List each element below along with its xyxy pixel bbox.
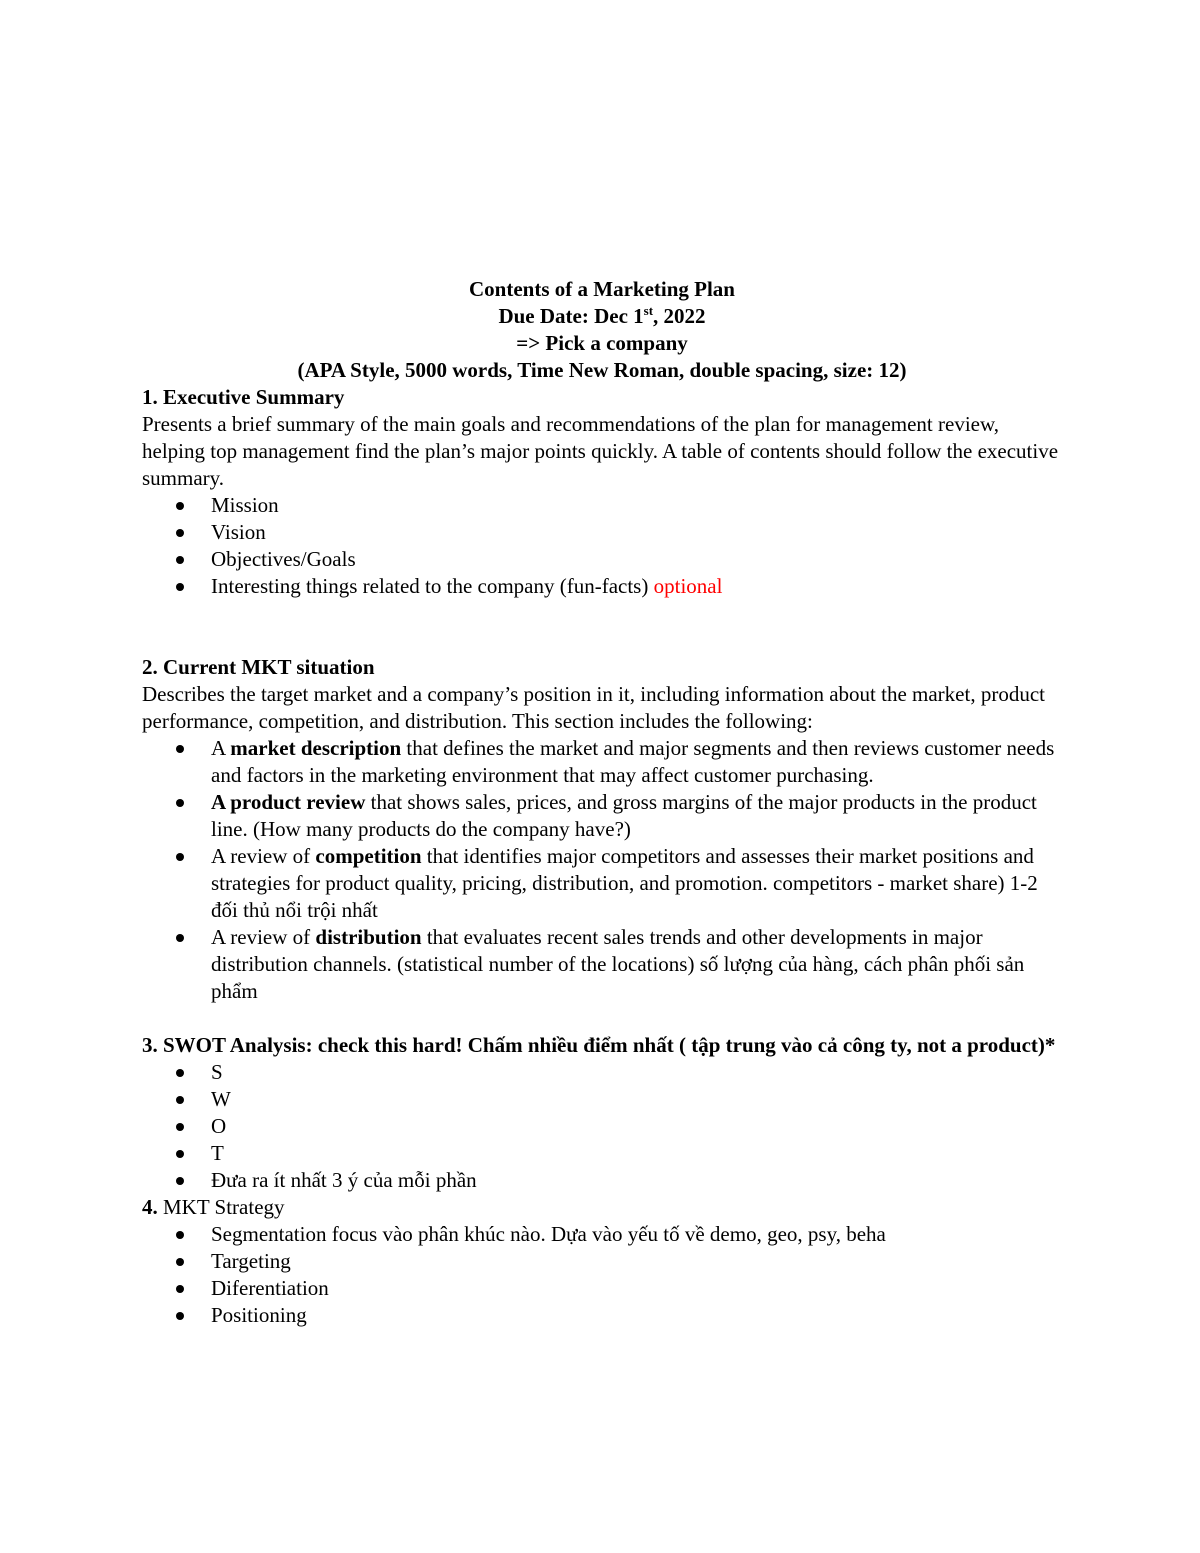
- list-item: T: [211, 1140, 1062, 1167]
- item-text: that defines the market and major segments and then reviews customer needs and factors in the marketing environment that may affect customer purchasing.: [211, 736, 1055, 787]
- item-text: A review of: [211, 925, 316, 949]
- pick-company-note: => Pick a company: [516, 331, 688, 355]
- list-item: S: [211, 1059, 1062, 1086]
- section-4-list: [142, 1221, 1062, 1329]
- list-item: [211, 789, 1062, 843]
- list-item: Diferentiation: [211, 1275, 1062, 1302]
- due-date: [142, 303, 1062, 330]
- spacer: [142, 1005, 1062, 1032]
- item-text: that evaluates recent sales trends and other developments in major distribution channels. (statistical number of the locations) số lượng của hàng, cách phân phối sản phẩm: [211, 925, 1025, 1003]
- item-bold-term: A product review: [211, 790, 366, 814]
- list-item: O: [211, 1113, 1062, 1140]
- fun-facts-text: Interesting things related to the company (fun-facts): [211, 574, 654, 598]
- section-1-heading: 1. Executive Summary: [142, 385, 345, 409]
- list-item: Vision: [211, 519, 1062, 546]
- list-item: Objectives/Goals: [211, 546, 1062, 573]
- item-bold-term: competition: [315, 844, 422, 868]
- list-item: [211, 573, 1062, 600]
- list-item: Positioning: [211, 1302, 1062, 1329]
- optional-note: optional: [653, 574, 723, 598]
- section-2-list: [142, 735, 1062, 1005]
- format-requirements: (APA Style, 5000 words, Time New Roman, double spacing, size: 12): [297, 358, 907, 382]
- section-4-heading: [142, 1194, 1062, 1221]
- section-2-body: Describes the target market and a company’s position in it, including information about the market, product performance, competition, and distribution. This section includes the following:: [142, 682, 1045, 733]
- section-3-heading: 3. SWOT Analysis: check this hard! Chấm nhiều điểm nhất ( tập trung vào cả công ty, not a product)*: [142, 1033, 1056, 1057]
- section-1-body: Presents a brief summary of the main goals and recommendations of the plan for management review, helping top management find the plan’s major points quickly. A table of contents should follow the executive summary.: [142, 412, 1059, 490]
- item-text: that shows sales, prices, and gross margins of the major products in the product line. (How many products do the company have?): [211, 790, 1037, 841]
- section-1-list: [142, 492, 1062, 600]
- list-item: Đưa ra ít nhất 3 ý của mỗi phần: [211, 1167, 1062, 1194]
- item-bold-term: market description: [230, 736, 402, 760]
- list-item: W: [211, 1086, 1062, 1113]
- list-item: [211, 924, 1062, 1005]
- document-page: [142, 276, 1062, 1329]
- item-bold-term: distribution: [315, 925, 422, 949]
- item-text: that identifies major competitors and assesses their market positions and strategies for product quality, pricing, distribution, and promotion. competitors - market share) 1-2 đối thủ nổi trội nhất: [211, 844, 1038, 922]
- item-text: A review of: [211, 844, 316, 868]
- section-4-title: MKT Strategy: [157, 1195, 285, 1219]
- due-date-prefix: Due Date: Dec 1: [498, 304, 644, 328]
- due-date-suffix: , 2022: [653, 304, 706, 328]
- list-item: [211, 843, 1062, 924]
- spacer: [142, 600, 1062, 654]
- list-item: Mission: [211, 492, 1062, 519]
- due-date-superscript: st: [643, 303, 654, 318]
- item-text: A: [211, 736, 231, 760]
- document-title: Contents of a Marketing Plan: [469, 277, 735, 301]
- list-item: [211, 735, 1062, 789]
- section-2-heading: 2. Current MKT situation: [142, 655, 375, 679]
- section-3-list: [142, 1059, 1062, 1194]
- list-item: Segmentation focus vào phân khúc nào. Dựa vào yếu tố về demo, geo, psy, beha: [211, 1221, 1062, 1248]
- section-4-number: 4.: [142, 1195, 158, 1219]
- list-item: Targeting: [211, 1248, 1062, 1275]
